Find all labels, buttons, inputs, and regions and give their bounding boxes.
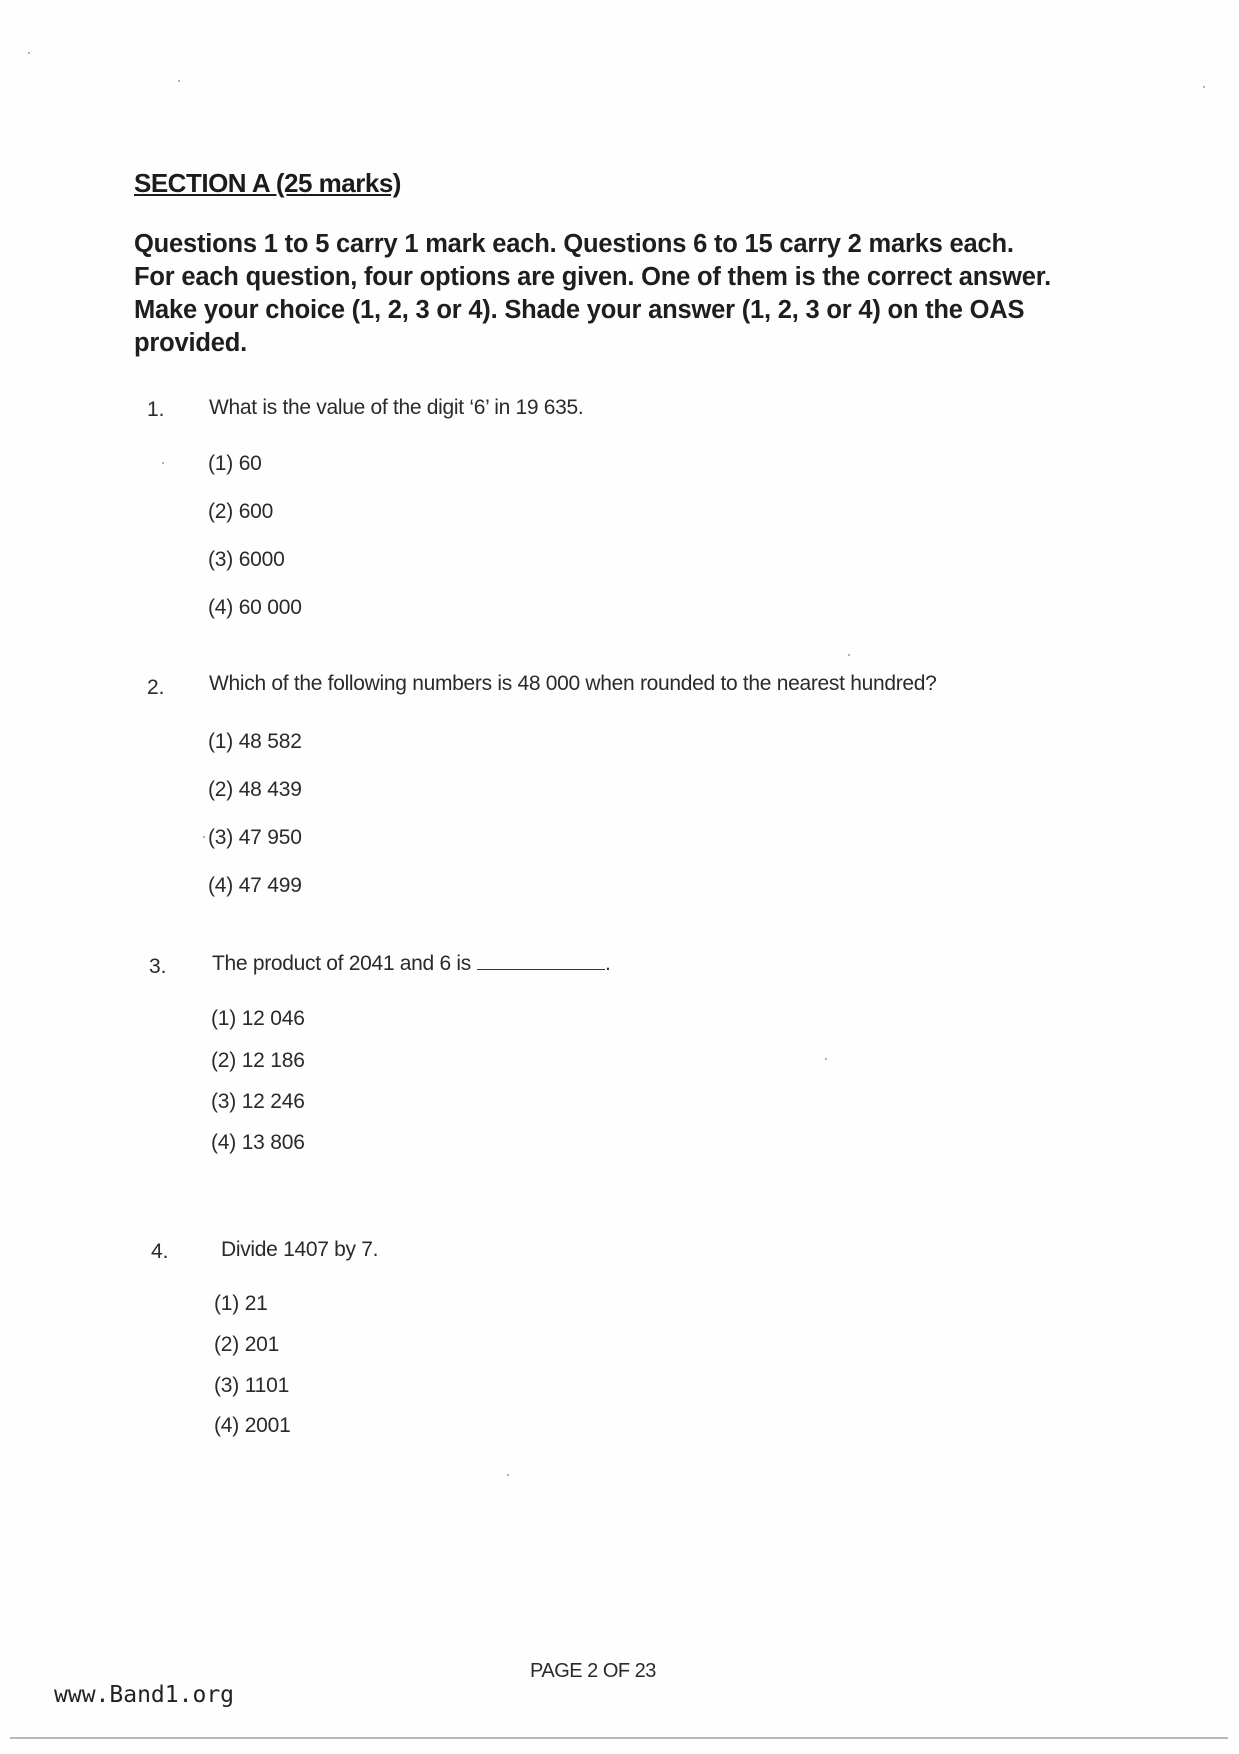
question-text: What is the value of the digit ‘6’ in 19 635. <box>209 396 584 419</box>
option-3: (3) 12 246 <box>211 1090 305 1113</box>
option-2: (2) 201 <box>214 1333 280 1356</box>
option-1: (1) 60 <box>208 452 262 475</box>
scan-speck <box>825 1058 827 1060</box>
option-3: (3) 47 950 <box>208 826 302 849</box>
option-2: (2) 48 439 <box>208 778 302 801</box>
option-2: (2) 12 186 <box>211 1049 305 1072</box>
scan-speck <box>1203 86 1205 88</box>
section-title: SECTION A (25 marks) <box>134 168 401 198</box>
question-number: 4. <box>151 1240 169 1263</box>
question-number: 1. <box>147 398 165 421</box>
scan-speck <box>848 654 850 656</box>
section-instructions: Questions 1 to 5 carry 1 mark each. Questions 6 to 15 carry 2 marks each. For each question, four options are given. One of them is the correct answer. Make your choice (1, 2, 3 or 4). Shade your answer (1, 2, 3 or 4) on the OAS provided. <box>134 230 1051 357</box>
question-text-main: The product of 2041 and 6 is <box>212 952 471 975</box>
question-text: Which of the following numbers is 48 000 when rounded to the nearest hundred? <box>209 672 937 695</box>
option-1: (1) 21 <box>214 1292 268 1315</box>
option-4: (4) 60 000 <box>208 596 302 619</box>
bottom-rule <box>10 1737 1228 1739</box>
question-number: 3. <box>149 955 167 978</box>
scan-speck <box>507 1474 509 1476</box>
question-text-end: . <box>604 952 611 975</box>
option-4: (4) 13 806 <box>211 1131 305 1154</box>
option-1: (1) 48 582 <box>208 730 302 753</box>
question-number: 2. <box>147 676 165 699</box>
watermark: www.Band1.org <box>54 1682 235 1708</box>
option-2: (2) 600 <box>208 500 274 523</box>
question-text <box>212 952 611 976</box>
scan-speck <box>203 836 205 838</box>
scan-speck <box>162 462 164 464</box>
question-text: Divide 1407 by 7. <box>221 1238 379 1261</box>
option-4: (4) 47 499 <box>208 874 302 897</box>
option-3: (3) 1101 <box>214 1374 290 1397</box>
scan-speck <box>178 80 180 82</box>
option-1: (1) 12 046 <box>211 1007 305 1030</box>
option-4: (4) 2001 <box>214 1414 291 1437</box>
option-3: (3) 6000 <box>208 548 285 571</box>
page-number: PAGE 2 OF 23 <box>530 1660 656 1682</box>
answer-blank <box>477 969 605 970</box>
scan-speck <box>28 52 30 54</box>
